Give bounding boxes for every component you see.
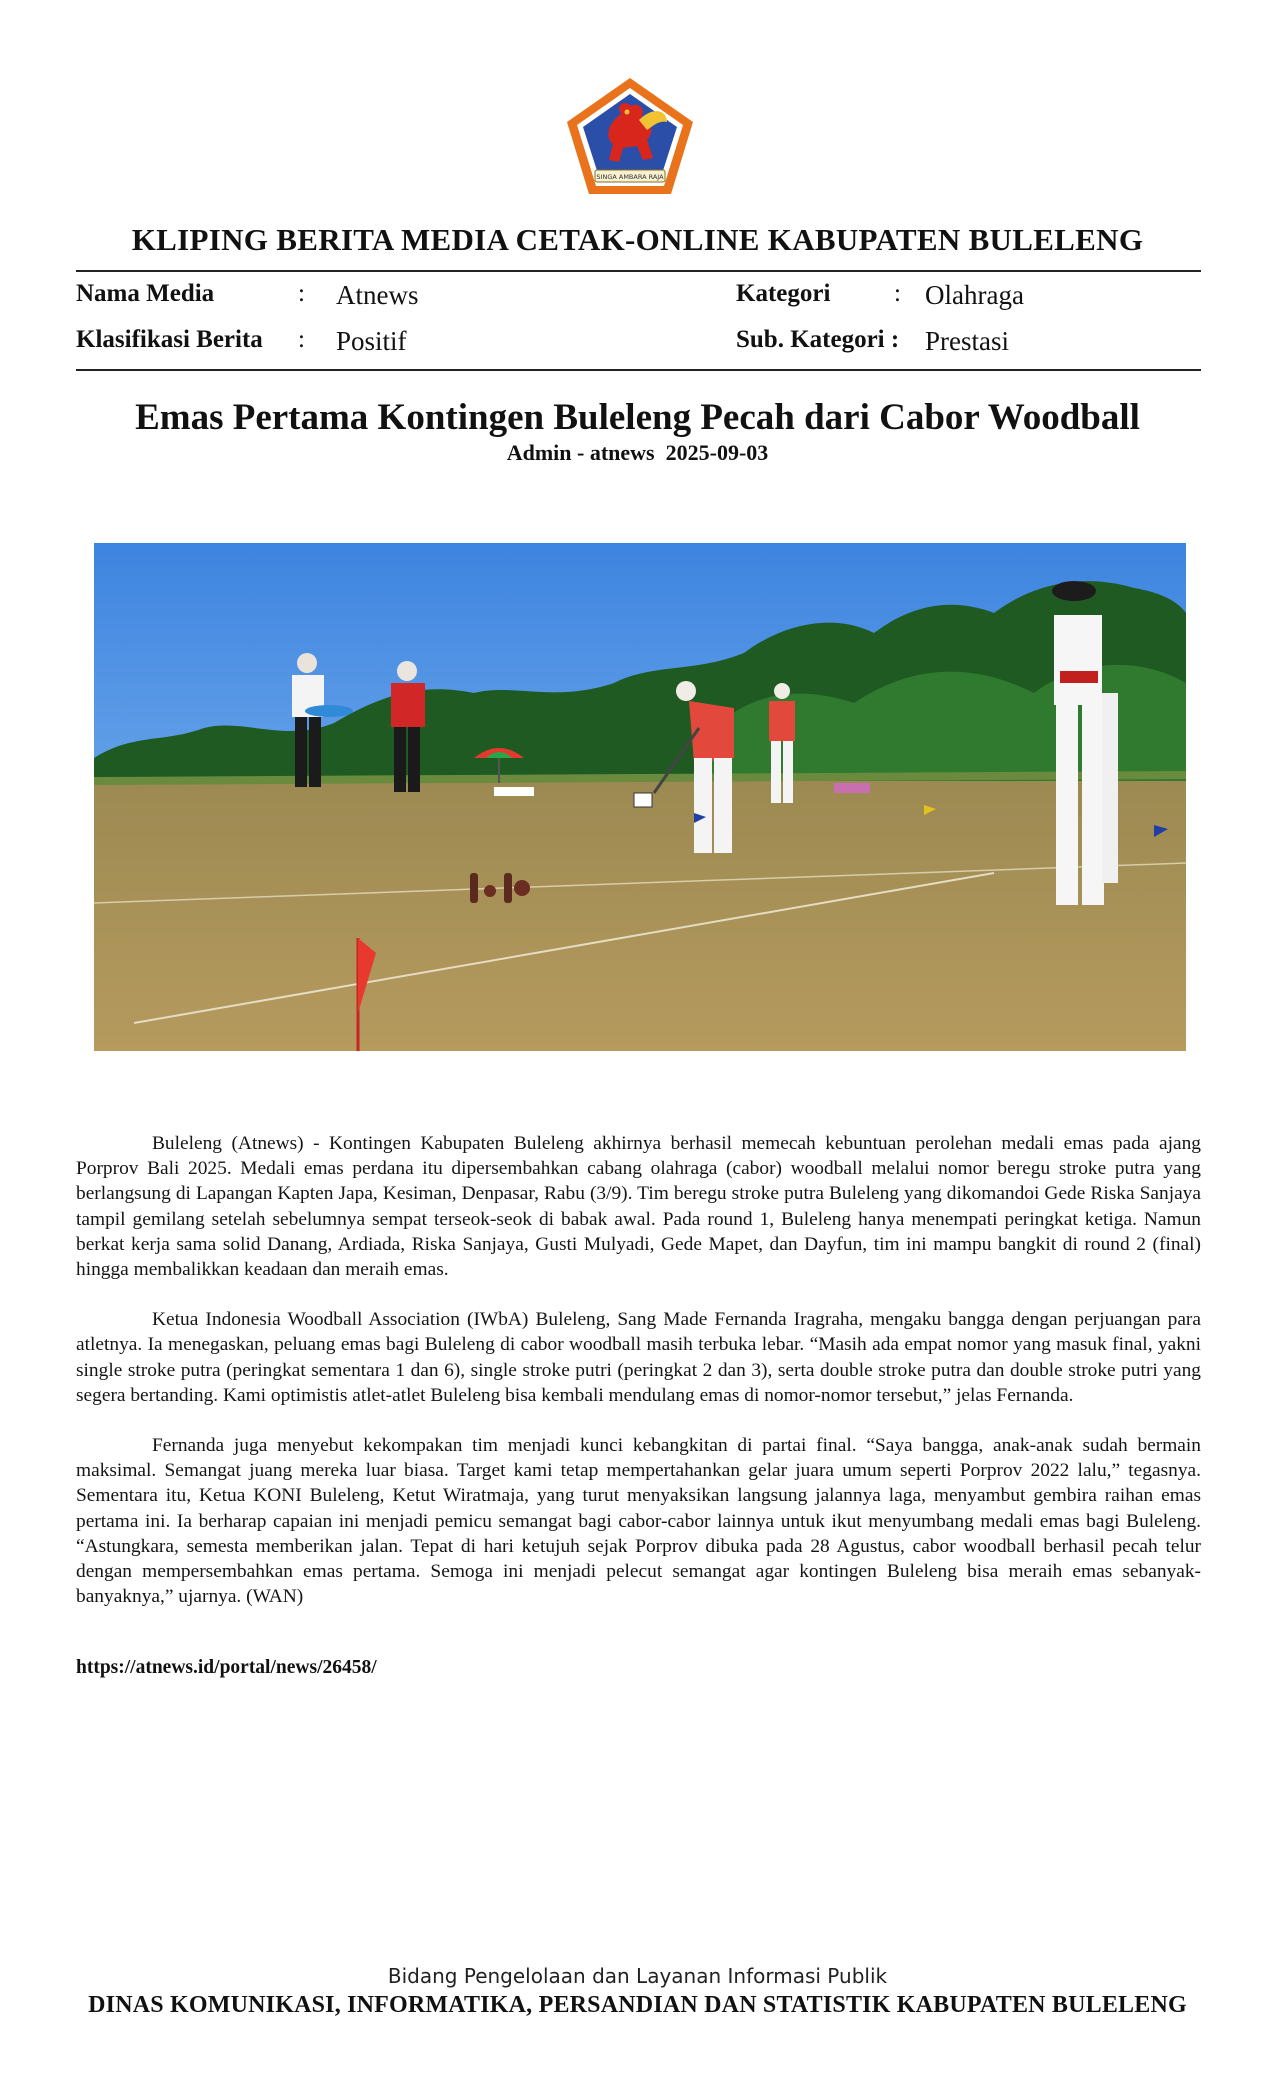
kategori-value: Olahraga	[925, 280, 1024, 310]
article-paragraph-2: Ketua Indonesia Woodball Association (IWbA) Buleleng, Sang Made Fernanda Iragraha, mengaku bangga dengan perjuangan para atletnya. Ia menegaskan, peluang emas bagi Buleleng di cabor woodball masih terbuka lebar. “Masih ada empat nomor yang masuk final, yakni single stroke putra (peringkat sementara 1 dan 6), single stroke putri (peringkat 2 dan 3), serta double stroke putra dan double stroke putri yang segera bertanding. Kami optimistis atlet-atlet Buleleng bisa kembali mendulang emas di nomor-nomor tersebut,” jelas Fernanda.	[76, 1309, 1201, 1406]
sub-kategori-label: Sub. Kategori :	[736, 326, 900, 353]
nama-media-label: Nama Media	[76, 280, 215, 307]
article-body	[76, 1131, 1201, 1634]
article-paragraph-1: Buleleng (Atnews) - Kontingen Kabupaten Buleleng akhirnya berhasil memecah kebuntuan perolehan medali emas pada ajang Porprov Bali 2025. Medali emas perdana itu dipersembahkan cabang olahraga (cabor) woodball melalui nomor beregu stroke putra yang berlangsung di Lapangan Kapten Japa, Kesiman, Denpasar, Rabu (3/9). Tim beregu stroke putra Buleleng yang dikomandoi Gede Riska Sanjaya tampil gemilang setelah sebelumnya sempat terseok-seok di babak awal. Pada round 1, Buleleng hanya menempati peringkat ketiga. Namun berkat kerja sama solid Danang, Ardiada, Riska Sanjaya, Gusti Mulyadi, Gede Mapet, dan Dayfun, tim ini mampu bangkit di round 2 (final) hingga membalikkan keadaan dan meraih emas.	[76, 1133, 1201, 1281]
article-headline: Emas Pertama Kontingen Buleleng Pecah dari Cabor Woodball	[135, 397, 1140, 438]
header-divider-top	[76, 270, 1201, 272]
klasifikasi-berita-colon: :	[298, 326, 305, 353]
singa-ambara-raja-logo-icon	[563, 74, 697, 200]
nama-media-colon: :	[298, 280, 305, 307]
klasifikasi-berita-label: Klasifikasi Berita	[76, 326, 263, 353]
header-divider-bottom	[76, 369, 1201, 371]
kategori-label: Kategori	[736, 280, 831, 307]
woodball-match-photo-icon	[94, 543, 1186, 1051]
source-url-link[interactable]: https://atnews.id/portal/news/26458/	[76, 1657, 377, 1678]
nama-media-value: Atnews	[336, 280, 419, 310]
klasifikasi-berita-value: Positif	[336, 326, 407, 356]
kategori-colon: :	[894, 280, 901, 307]
document-title: KLIPING BERITA MEDIA CETAK-ONLINE KABUPATEN BULELENG	[131, 222, 1144, 257]
article-paragraph-3: Fernanda juga menyebut kekompakan tim menjadi kunci kebangkitan di partai final. “Saya bangga, anak-anak sudah bermain maksimal. Semangat juang mereka luar biasa. Target kami tetap mempertahankan gelar juara umum seperti Porprov 2022 lalu,” tegasnya. Sementara itu, Ketua KONI Buleleng, Ketut Wiratmaja, yang turut menyaksikan langsung jalannya laga, menyambut gembira raihan emas pertama ini. Ia berharap capaian ini menjadi pemicu semangat bagi cabor-cabor lainnya untuk ikut menyumbang medali emas bagi Buleleng. “Astungkara, semesta memberikan jalan. Tepat di hari ketujuh sejak Porprov dibuka pada 28 Agustus, cabor woodball berhasil pecah telur dengan mempersembahkan emas pertama. Semoga ini menjadi pelecut semangat agar kontingen Buleleng bisa meraih emas sebanyak-banyaknya,” ujarnya. (WAN)	[76, 1435, 1201, 1608]
footer-agency: DINAS KOMUNIKASI, INFORMATIKA, PERSANDIAN DAN STATISTIK KABUPATEN BULELENG	[88, 1992, 1187, 2018]
footer-department: Bidang Pengelolaan dan Layanan Informasi Publik	[387, 1964, 888, 1988]
sub-kategori-value: Prestasi	[925, 326, 1009, 356]
logo-motto: SINGA AMBARA RAJA	[596, 173, 664, 181]
article-byline: Admin - atnews 2025-09-03	[506, 440, 769, 465]
